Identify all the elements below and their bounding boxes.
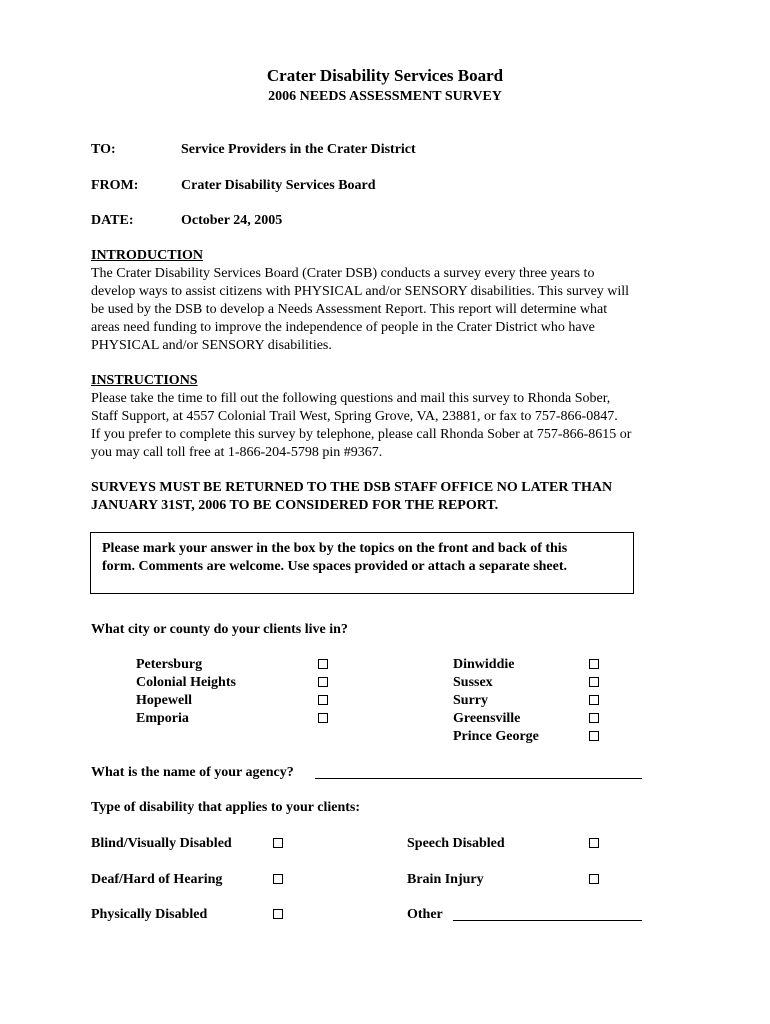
colonial-heights-checkbox[interactable] [318, 677, 328, 687]
county-option-label: Sussex [453, 675, 493, 690]
city-option-label: Petersburg [136, 657, 203, 672]
date-label: DATE: [91, 213, 134, 228]
instructions-line: Staff Support, at 4557 Colonial Trail West, Spring Grove, VA, 23881, or fax to 757-866-0847. [91, 409, 618, 424]
page-title: Crater Disability Services Board [266, 66, 504, 85]
notice-text [102, 540, 702, 576]
to-value: Service Providers in the Crater District [181, 142, 416, 157]
county-option-label: Surry [453, 693, 488, 708]
city-option-label: Hopewell [136, 693, 192, 708]
disability-option-label: Physically Disabled [91, 907, 208, 922]
disability-option-label: Blind/Visually Disabled [91, 836, 232, 851]
blind-visually-disabled-checkbox[interactable] [273, 838, 283, 848]
dinwiddie-checkbox[interactable] [589, 659, 599, 669]
disability-option-label: Other [407, 907, 443, 922]
county-option-label: Dinwiddie [453, 657, 515, 672]
deadline-line: SURVEYS MUST BE RETURNED TO THE DSB STAFF OFFICE NO LATER THAN [91, 480, 613, 495]
introduction-heading: INTRODUCTION [91, 248, 204, 263]
brain-injury-checkbox[interactable] [589, 874, 599, 884]
from-value: Crater Disability Services Board [181, 178, 376, 193]
introduction-line: be used by the DSB to develop a Needs Assessment Report. This report will determine what [91, 302, 608, 317]
greensville-checkbox[interactable] [589, 713, 599, 723]
instructions-section [91, 372, 691, 462]
deaf-hard-of-hearing-checkbox[interactable] [273, 874, 283, 884]
city-option-label: Emporia [136, 711, 189, 726]
instructions-heading: INSTRUCTIONS [91, 373, 198, 388]
notice-line: Please mark your answer in the box by the topics on the front and back of this [102, 541, 568, 556]
introduction-line: The Crater Disability Services Board (Crater DSB) conducts a survey every three years to [91, 266, 595, 281]
county-option-label: Prince George [453, 729, 539, 744]
hopewell-checkbox[interactable] [318, 695, 328, 705]
introduction-section [91, 247, 691, 355]
instructions-line: If you prefer to complete this survey by telephone, please call Rhonda Sober at 757-866-8615 or [91, 427, 632, 442]
agency-name-field[interactable] [315, 778, 642, 779]
date-value: October 24, 2005 [181, 213, 283, 228]
page-subtitle: 2006 NEEDS ASSESSMENT SURVEY [268, 89, 502, 104]
deadline-line: JANUARY 31ST, 2006 TO BE CONSIDERED FOR THE REPORT. [91, 498, 499, 513]
disability-option-label: Speech Disabled [407, 836, 505, 851]
city-option-label: Colonial Heights [136, 675, 236, 690]
agency-question: What is the name of your agency? [91, 765, 294, 780]
emporia-checkbox[interactable] [318, 713, 328, 723]
prince-george-checkbox[interactable] [589, 731, 599, 741]
county-option-label: Greensville [453, 711, 521, 726]
city-question: What city or county do your clients live in? [91, 622, 348, 637]
to-label: TO: [91, 142, 116, 157]
surry-checkbox[interactable] [589, 695, 599, 705]
disability-option-label: Brain Injury [407, 872, 484, 887]
speech-disabled-checkbox[interactable] [589, 838, 599, 848]
other-disability-field[interactable] [453, 920, 642, 921]
introduction-line: areas need funding to improve the independence of people in the Crater District who have [91, 320, 595, 335]
disability-question: Type of disability that applies to your clients: [91, 800, 361, 815]
introduction-line: PHYSICAL and/or SENSORY disabilities. [91, 338, 332, 353]
deadline-notice [91, 479, 691, 515]
physically-disabled-checkbox[interactable] [273, 909, 283, 919]
sussex-checkbox[interactable] [589, 677, 599, 687]
disability-option-label: Deaf/Hard of Hearing [91, 872, 223, 887]
notice-line: form. Comments are welcome. Use spaces provided or attach a separate sheet. [102, 559, 568, 574]
from-label: FROM: [91, 178, 139, 193]
instructions-line: Please take the time to fill out the following questions and mail this survey to Rhonda Sober, [91, 391, 611, 406]
instructions-line: you may call toll free at 1-866-204-5798 pin #9367. [91, 445, 383, 460]
introduction-line: develop ways to assist citizens with PHYSICAL and/or SENSORY disabilities. This survey will [91, 284, 630, 299]
petersburg-checkbox[interactable] [318, 659, 328, 669]
